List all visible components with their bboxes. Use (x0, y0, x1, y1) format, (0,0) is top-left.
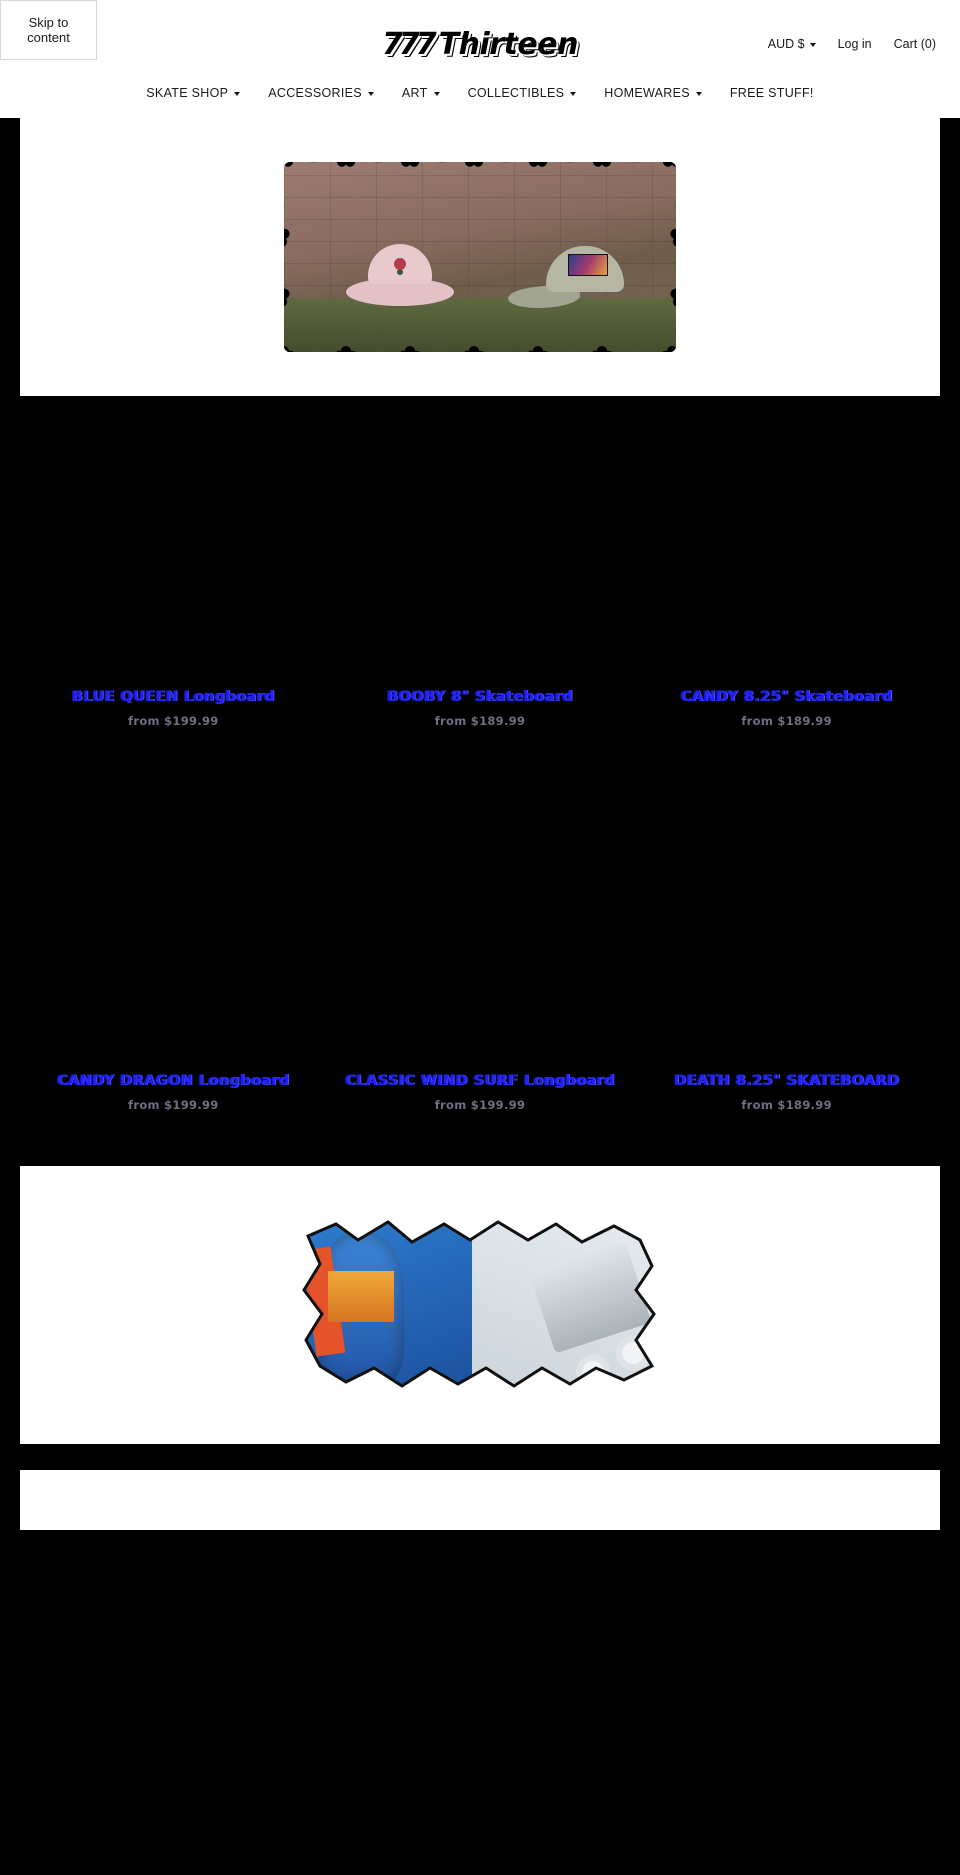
nav-label: COLLECTIBLES (467, 86, 565, 100)
product-price: from $199.99 (128, 714, 219, 728)
cap-illustration (508, 246, 624, 312)
product-price: from $189.99 (741, 714, 832, 728)
chevron-down-icon (368, 92, 374, 96)
grid-row-divider (0, 754, 960, 780)
header-utility-links (768, 37, 936, 51)
nav-item-homewares[interactable] (590, 82, 716, 104)
nav-item-collectibles[interactable] (454, 82, 591, 104)
next-section-placeholder (20, 1470, 940, 1530)
product-title: CLASSIC WIND SURF Longboard (345, 1073, 615, 1089)
site-header (0, 0, 960, 118)
product-card[interactable] (633, 780, 940, 1138)
product-image (335, 410, 626, 682)
nav-item-skate-shop[interactable] (132, 82, 254, 104)
header-top-row (0, 16, 960, 72)
product-image (28, 794, 319, 1066)
currency-selector[interactable] (768, 37, 816, 51)
product-title: CANDY 8.25" Skateboard (680, 689, 893, 705)
chevron-down-icon (696, 92, 702, 96)
art-photo (284, 1210, 676, 1400)
product-title: DEATH 8.25" SKATEBOARD (674, 1073, 900, 1089)
chevron-down-icon (570, 92, 576, 96)
skip-to-content-link[interactable]: Skip to content (0, 0, 97, 60)
cart-link[interactable]: Cart (0) (893, 37, 936, 51)
nav-item-accessories[interactable] (254, 82, 388, 104)
product-image (641, 410, 932, 682)
logo-sevens: 777 (382, 26, 433, 62)
nav-label: SKATE SHOP (146, 86, 229, 100)
product-image (28, 410, 319, 682)
section-gap (0, 1138, 960, 1166)
chevron-down-icon (434, 92, 440, 96)
product-price: from $199.99 (434, 1098, 526, 1112)
product-card[interactable] (20, 396, 327, 754)
product-title: BLUE QUEEN Longboard (71, 689, 275, 705)
chevron-down-icon (810, 43, 816, 47)
product-image (641, 794, 932, 1066)
product-title: BOOBY 8" Skateboard (386, 689, 574, 705)
logo-word: Thirteen (438, 26, 578, 62)
product-card[interactable] (327, 780, 634, 1138)
nav-label: HOMEWARES (604, 86, 690, 100)
product-grid-row-2 (0, 780, 960, 1138)
product-title: CANDY DRAGON Longboard (56, 1073, 290, 1089)
art-banner[interactable] (20, 1166, 940, 1444)
main-navigation (0, 72, 960, 118)
comic-burst-border-icon (284, 1210, 676, 1400)
nav-label: ACCESSORIES (268, 86, 362, 100)
currency-label: AUD $ (767, 37, 805, 51)
bucket-hat-illustration (346, 244, 454, 306)
login-link[interactable]: Log in (837, 37, 872, 51)
site-logo[interactable] (382, 27, 578, 62)
main-content (0, 118, 960, 1530)
nav-item-free-stuff[interactable] (716, 82, 828, 104)
hats-photo (284, 162, 676, 352)
product-card[interactable] (633, 396, 940, 754)
product-price: from $189.99 (741, 1098, 832, 1112)
nav-label: ART (401, 86, 428, 100)
nav-label: FREE STUFF! (729, 86, 814, 100)
product-price: from $199.99 (128, 1098, 219, 1112)
product-image (335, 794, 626, 1066)
product-price: from $189.99 (434, 714, 526, 728)
product-card[interactable] (327, 396, 634, 754)
product-grid-row-1 (0, 396, 960, 754)
product-card[interactable] (20, 780, 327, 1138)
chevron-down-icon (234, 92, 240, 96)
nav-item-art[interactable] (388, 82, 454, 104)
hats-banner[interactable] (20, 118, 940, 396)
